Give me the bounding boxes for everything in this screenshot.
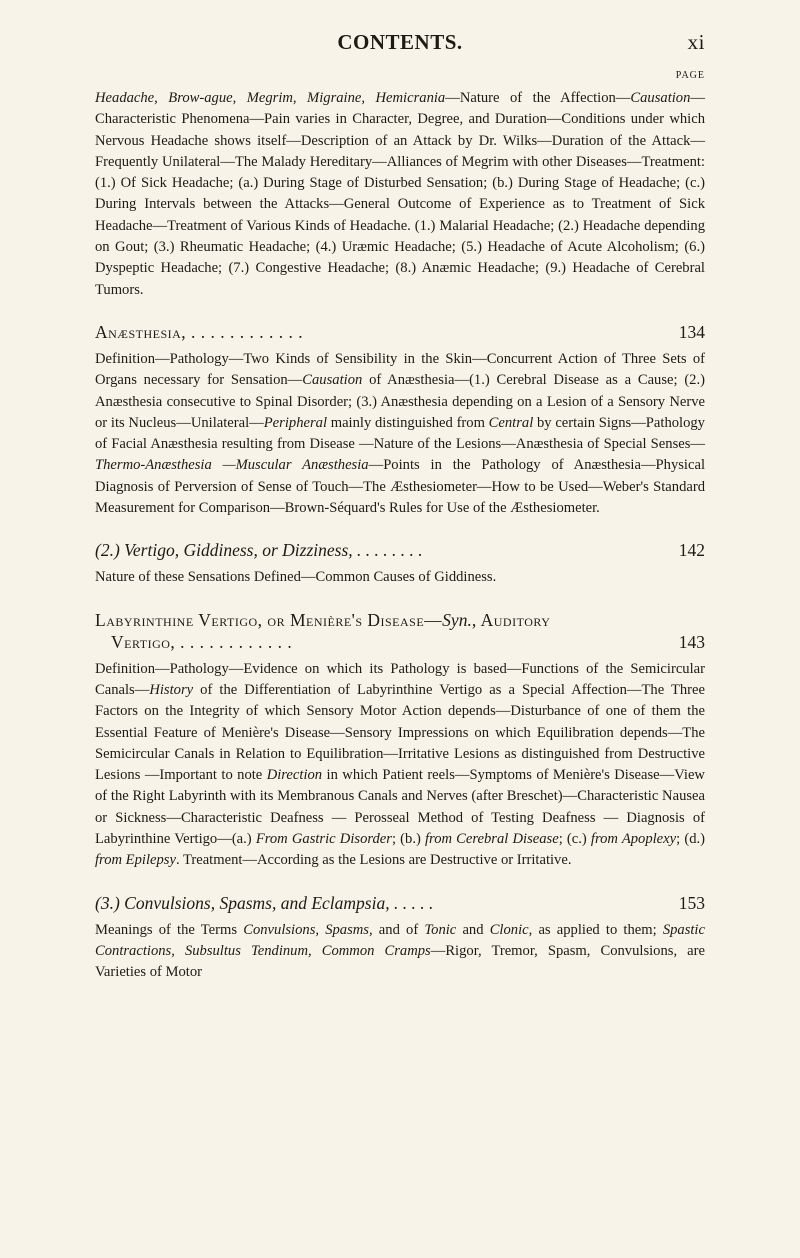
running-title: CONTENTS. bbox=[337, 30, 463, 54]
text-italic: Central bbox=[488, 414, 534, 431]
text: of the Differentiation of Labyrinthine Vertigo as a Special Affection—The Three Factors on the Integrity of which Sensory Motor Action depends—Disturbance of one of them the Essential Feature of Menière's Disease—Sensory Impressions on which Equilibration depends—The Semicircular Canals in Relation to Equilibration—Irritative Lesions as distinguished from Destructive Lesions —Important to note bbox=[95, 681, 705, 784]
entry-heading: (3.) Convulsions, Spasms, and Eclampsia, . . . . . bbox=[95, 892, 434, 913]
text-italic: From Gastric Disorder bbox=[255, 831, 392, 848]
entry-heading-line2: Vertigo, . . . . . . . . . . . . bbox=[111, 631, 293, 652]
text: mainly distinguished from bbox=[327, 414, 489, 431]
text: —Points in the Pathology of Anæsthesia—Physical Diagnosis of Perversion of Sense of Touch—The Æsthesiometer—How to be Used—Weber's Standard Measurement for Comparison—Brown-Séquard's Rules for Use of the Æsthesiometer. bbox=[95, 457, 705, 517]
entry-page: 153 bbox=[678, 892, 705, 913]
text-italic: History bbox=[149, 681, 194, 698]
text-italic: Spastic Contractions, Subsultus Tendinum, Common Cramps bbox=[95, 921, 705, 959]
page-column-label: PAGE bbox=[675, 70, 705, 81]
text-italic: Peripheral bbox=[263, 414, 327, 431]
text-italic: Direction bbox=[266, 767, 323, 784]
text: in which Patient reels—Symptoms of Menière's Disease—View of the Right Labyrinth with its Membranous Canals and Nerves (after Breschet)—Characteristic Nausea or Sickness—Characteristic Deafness — Perosseal Method of Testing Deafness — Diagnosis of Labyrinthine Vertigo—(a.) bbox=[95, 767, 705, 848]
vertigo-description: Nature of these Sensations Defined—Common Causes of Giddiness. bbox=[95, 569, 497, 586]
text: , as applied to them; bbox=[528, 921, 663, 938]
toc-entry-convulsions[interactable] bbox=[95, 892, 705, 914]
headache-description bbox=[95, 88, 705, 301]
entry-page: 143 bbox=[678, 631, 705, 652]
convulsions-description bbox=[95, 920, 705, 984]
text: —Rigor, Tremor, Spasm, Convulsions, are Varieties of Motor bbox=[95, 942, 705, 981]
text: Labyrinthine Vertigo, or Menière's Disease— bbox=[95, 609, 443, 630]
text: Meanings of the Terms bbox=[95, 921, 244, 938]
text: Definition—Pathology—Evidence on which its Pathology is based—Functions of the Semicircular Canals— bbox=[95, 660, 705, 698]
contents-body bbox=[95, 88, 705, 984]
headache-title: Headache, Brow-ague, Megrim, Migraine, Hemicrania bbox=[95, 90, 446, 106]
toc-entry-labyrinthine[interactable] bbox=[95, 631, 705, 653]
text-italic: from Epilepsy bbox=[95, 852, 176, 869]
labyrinthine-description bbox=[95, 659, 705, 872]
toc-entry-labyrinthine-heading bbox=[95, 609, 705, 631]
text-italic: Thermo-Anæsthesia —Muscular Anæsthesia bbox=[95, 457, 369, 474]
text: ; (b.) bbox=[391, 831, 425, 848]
text-italic: Convulsions, Spasms, bbox=[243, 921, 373, 938]
entry-heading-line1 bbox=[95, 609, 705, 631]
text: ; (c.) bbox=[558, 831, 591, 848]
text-italic: Causation bbox=[302, 372, 363, 389]
headache-text-2: —Characteristic Phenomena—Pain varies in Character, Degree, and Duration—Conditions under which Nervous Headache shows itself—Description of an Attack by Dr. Wilks—Duration of the Attack—Frequently Unilateral—The Malady Hereditary—Alliances of Megrim with other Diseases—Treatment: (1.) Of Sick Headache; (a.) During Stage of Disturbed Sensation; (b.) During Stage of Headache; (c.) During Intervals between the Attacks—General Outcome of Experience as to Treatment of Sick Headache—Treatment of Various Kinds of Headache. (1.) Malarial Headache; (2.) Headache depending on Gout; (3.) Rheumatic Headache; (4.) Uræmic Headache; (5.) Headache of Acute Alcoholism; (6.) Dyspeptic Headache; (7.) Congestive Headache; (8.) Anæmic Headache; (9.) Headache of Cerebral Tumors. bbox=[95, 90, 705, 298]
toc-entry-vertigo[interactable] bbox=[95, 539, 705, 561]
text-italic: Syn. bbox=[442, 609, 472, 630]
anaesthesia-description bbox=[95, 349, 705, 519]
text: , Auditory bbox=[471, 609, 551, 630]
toc-entry-anaesthesia[interactable] bbox=[95, 321, 705, 343]
text: and bbox=[456, 921, 490, 938]
text-italic: from Cerebral Disease bbox=[425, 831, 559, 848]
folio-number: xi bbox=[687, 30, 705, 54]
text-italic: from Apoplexy bbox=[590, 831, 677, 848]
text: by certain Signs—Pathology of Facial Anæsthesia resulting from Disease —Nature of the Lesions—Anæsthesia of Special Senses— bbox=[95, 414, 705, 453]
running-header bbox=[95, 30, 705, 55]
entry-page: 134 bbox=[678, 321, 705, 342]
text: Definition—Pathology—Two Kinds of Sensibility in the Skin—Concurrent Action of Three Sets of Organs necessary for Sensation— bbox=[95, 350, 705, 389]
headache-causation: Causation bbox=[630, 90, 691, 106]
entry-page: 142 bbox=[678, 540, 705, 561]
headache-text-1: —Nature of the Affection— bbox=[445, 90, 631, 106]
entry-heading: (2.) Vertigo, Giddiness, or Dizziness, . . . . . . . . bbox=[95, 540, 423, 561]
text: and of bbox=[372, 921, 425, 938]
text-italic: Tonic bbox=[424, 921, 457, 938]
text: ; (d.) bbox=[676, 831, 705, 848]
text: . Treatment—According as the Lesions are Destructive or Irritative. bbox=[175, 852, 572, 869]
text: of Anæsthesia—(1.) Cerebral Disease as a Cause; (2.) Anæsthesia consecutive to Spinal Disorder; (3.) Anæsthesia depending on a Lesion of a Sensory Nerve or its Nucleus—Unilateral— bbox=[95, 372, 705, 431]
text-italic: Clonic bbox=[489, 921, 529, 938]
entry-heading: Anæsthesia, . . . . . . . . . . . . bbox=[95, 321, 304, 342]
